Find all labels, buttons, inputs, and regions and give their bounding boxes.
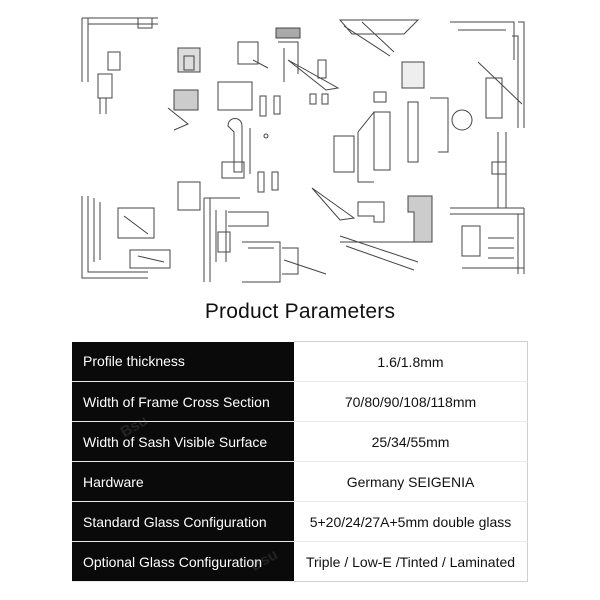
table-row — [72, 422, 528, 462]
table-row — [72, 342, 528, 382]
table-row — [72, 382, 528, 422]
latch-pieces — [250, 60, 328, 192]
table-row — [72, 462, 528, 502]
param-label: Width of Sash Visible Surface — [72, 422, 294, 462]
param-value: 1.6/1.8mm — [294, 342, 528, 382]
param-value: 5+20/24/27A+5mm double glass — [294, 502, 528, 542]
profile-sections — [334, 62, 472, 242]
parameters-table — [72, 341, 528, 582]
page-title: Product Parameters — [204, 300, 396, 323]
window-handle — [222, 119, 244, 179]
param-label: Standard Glass Configuration — [72, 502, 294, 542]
window-frame-bottom — [82, 182, 326, 282]
table-row — [72, 542, 528, 582]
param-value: Germany SEIGENIA — [294, 462, 528, 502]
param-label: Optional Glass Configuration — [72, 542, 294, 582]
hinge-parts — [168, 28, 300, 130]
param-label: Width of Frame Cross Section — [72, 382, 294, 422]
window-frame-left — [82, 18, 158, 114]
param-label: Profile thickness — [72, 342, 294, 382]
param-value: 70/80/90/108/118mm — [294, 382, 528, 422]
param-label: Hardware — [72, 462, 294, 502]
param-value: 25/34/55mm — [294, 422, 528, 462]
hardware-line-drawing — [78, 12, 530, 288]
param-value: Triple / Low-E /Tinted / Laminated — [294, 542, 528, 582]
friction-stay — [288, 20, 418, 270]
window-frame-right — [450, 22, 524, 274]
table-row — [72, 502, 528, 542]
